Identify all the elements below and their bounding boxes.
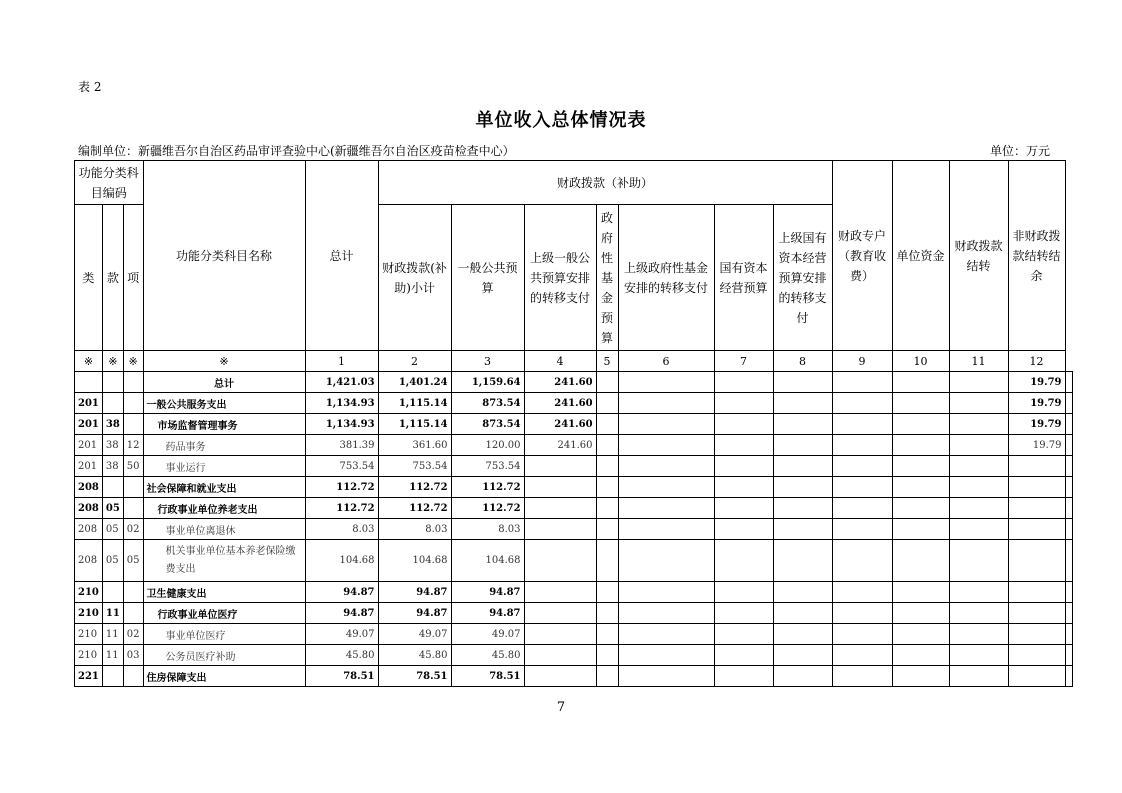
code-lei: 201	[75, 393, 103, 414]
func-name: 行政事业单位养老支出	[143, 498, 305, 519]
table-row	[75, 624, 1073, 645]
empty-cell	[832, 435, 892, 456]
upper-transfer-value	[524, 582, 596, 603]
code-xiang: 05	[123, 540, 143, 582]
total-value: 94.87	[305, 582, 378, 603]
code-kuan: 38	[102, 456, 123, 477]
total-value: 94.87	[305, 603, 378, 624]
compiling-unit: 编制单位：新疆维吾尔自治区药品审评查验中心(新疆维吾尔自治区疫苗检查中心）	[78, 144, 515, 158]
index-cell: 11	[949, 351, 1008, 372]
code-xiang: 12	[123, 435, 143, 456]
empty-cell	[773, 624, 832, 645]
code-kuan	[102, 372, 123, 393]
index-cell: ※	[102, 351, 123, 372]
code-kuan	[102, 666, 123, 687]
empty-cell	[1065, 498, 1072, 519]
empty-cell	[596, 666, 618, 687]
empty-cell	[949, 666, 1008, 687]
index-cell: 1	[305, 351, 378, 372]
table-row	[75, 435, 1073, 456]
empty-cell	[832, 645, 892, 666]
empty-cell	[618, 519, 714, 540]
empty-cell	[892, 582, 949, 603]
empty-cell	[892, 393, 949, 414]
empty-cell	[714, 582, 773, 603]
upper-transfer-value	[524, 477, 596, 498]
empty-cell	[773, 603, 832, 624]
fiscal-carry-value	[1008, 498, 1065, 519]
header-xiang: 项	[123, 205, 143, 351]
table-row	[75, 477, 1073, 498]
index-cell: ※	[143, 351, 305, 372]
fiscal-subtotal-value: 45.80	[378, 645, 451, 666]
code-kuan: 11	[102, 645, 123, 666]
func-name: 一般公共服务支出	[143, 393, 305, 414]
header-gov-fund-budget: 政府性基金预算	[596, 205, 618, 351]
empty-cell	[773, 519, 832, 540]
empty-cell	[618, 666, 714, 687]
fiscal-subtotal-value: 104.68	[378, 540, 451, 582]
func-name: 市场监督管理事务	[143, 414, 305, 435]
upper-transfer-value	[524, 666, 596, 687]
empty-cell	[892, 603, 949, 624]
header-kuan: 款	[102, 205, 123, 351]
empty-cell	[949, 393, 1008, 414]
empty-cell	[714, 477, 773, 498]
total-value: 381.39	[305, 435, 378, 456]
fiscal-carry-value: 19.79	[1008, 435, 1065, 456]
empty-cell	[832, 456, 892, 477]
table-row	[75, 414, 1073, 435]
fiscal-carry-value	[1008, 477, 1065, 498]
empty-cell	[832, 603, 892, 624]
empty-cell	[596, 624, 618, 645]
index-cell: 5	[596, 351, 618, 372]
fiscal-carry-value	[1008, 519, 1065, 540]
empty-cell	[714, 624, 773, 645]
empty-cell	[1065, 519, 1072, 540]
empty-cell	[892, 624, 949, 645]
fiscal-subtotal-value: 1,115.14	[378, 393, 451, 414]
code-kuan: 38	[102, 435, 123, 456]
empty-cell	[714, 498, 773, 519]
code-lei: 208	[75, 477, 103, 498]
empty-cell	[714, 645, 773, 666]
empty-cell	[596, 393, 618, 414]
index-cell: 4	[524, 351, 596, 372]
empty-cell	[773, 435, 832, 456]
empty-cell	[1065, 393, 1072, 414]
empty-cell	[596, 645, 618, 666]
empty-cell	[714, 435, 773, 456]
code-xiang	[123, 603, 143, 624]
empty-cell	[618, 393, 714, 414]
page-number: 7	[556, 700, 566, 715]
empty-cell	[596, 372, 618, 393]
header-func-name: 功能分类科目名称	[143, 161, 305, 351]
func-name: 事业运行	[143, 456, 305, 477]
func-name: 社会保障和就业支出	[143, 477, 305, 498]
func-name: 住房保障支出	[143, 666, 305, 687]
total-value: 8.03	[305, 519, 378, 540]
index-cell: ※	[75, 351, 103, 372]
code-kuan: 05	[102, 498, 123, 519]
empty-cell	[892, 498, 949, 519]
upper-transfer-value: 241.60	[524, 414, 596, 435]
empty-cell	[714, 540, 773, 582]
empty-cell	[596, 540, 618, 582]
index-cell: 3	[451, 351, 524, 372]
func-name: 公务员医疗补助	[143, 645, 305, 666]
code-xiang	[123, 666, 143, 687]
general-budget-value: 78.51	[451, 666, 524, 687]
empty-cell	[1065, 666, 1072, 687]
empty-cell	[773, 666, 832, 687]
empty-cell	[618, 372, 714, 393]
empty-cell	[949, 540, 1008, 582]
code-kuan	[102, 582, 123, 603]
code-lei: 201	[75, 456, 103, 477]
fiscal-carry-value	[1008, 582, 1065, 603]
total-value: 1,421.03	[305, 372, 378, 393]
empty-cell	[892, 414, 949, 435]
code-xiang: 02	[123, 624, 143, 645]
header-lei: 类	[75, 205, 103, 351]
empty-cell	[596, 456, 618, 477]
empty-cell	[618, 498, 714, 519]
code-xiang	[123, 393, 143, 414]
index-cell: 10	[892, 351, 949, 372]
fiscal-carry-value	[1008, 645, 1065, 666]
fiscal-carry-value: 19.79	[1008, 393, 1065, 414]
general-budget-value: 45.80	[451, 645, 524, 666]
empty-cell	[949, 414, 1008, 435]
code-kuan: 05	[102, 540, 123, 582]
empty-cell	[773, 393, 832, 414]
empty-cell	[892, 645, 949, 666]
empty-cell	[832, 414, 892, 435]
empty-cell	[714, 603, 773, 624]
empty-cell	[618, 645, 714, 666]
empty-cell	[618, 582, 714, 603]
header-fiscal-special: 财政专户（教育收费）	[832, 161, 892, 351]
empty-cell	[832, 624, 892, 645]
general-budget-value: 112.72	[451, 477, 524, 498]
header-upper-gov-fund-transfer: 上级政府性基金安排的转移支付	[618, 205, 714, 351]
code-lei: 210	[75, 603, 103, 624]
header-func-code: 功能分类科目编码	[75, 161, 144, 205]
empty-cell	[773, 645, 832, 666]
empty-cell	[596, 498, 618, 519]
empty-cell	[1065, 414, 1072, 435]
func-name: 行政事业单位医疗	[143, 603, 305, 624]
index-row	[75, 351, 1073, 372]
empty-cell	[714, 519, 773, 540]
empty-cell	[832, 540, 892, 582]
table-row	[75, 540, 1073, 582]
empty-cell	[949, 624, 1008, 645]
code-lei: 201	[75, 414, 103, 435]
fiscal-subtotal-value: 78.51	[378, 666, 451, 687]
empty-cell	[773, 477, 832, 498]
code-xiang	[123, 477, 143, 498]
total-value: 753.54	[305, 456, 378, 477]
code-kuan: 38	[102, 414, 123, 435]
empty-cell	[949, 603, 1008, 624]
empty-cell	[1065, 456, 1072, 477]
upper-transfer-value	[524, 498, 596, 519]
code-kuan: 11	[102, 603, 123, 624]
empty-cell	[714, 393, 773, 414]
upper-transfer-value: 241.60	[524, 372, 596, 393]
total-value: 1,134.93	[305, 393, 378, 414]
index-cell: 2	[378, 351, 451, 372]
code-xiang	[123, 498, 143, 519]
empty-cell	[832, 393, 892, 414]
empty-cell	[949, 435, 1008, 456]
empty-cell	[618, 414, 714, 435]
total-value: 112.72	[305, 498, 378, 519]
total-value: 1,134.93	[305, 414, 378, 435]
code-lei: 201	[75, 435, 103, 456]
empty-cell	[596, 582, 618, 603]
table-row	[75, 498, 1073, 519]
empty-cell	[1065, 582, 1072, 603]
code-xiang	[123, 582, 143, 603]
empty-cell	[949, 372, 1008, 393]
general-budget-value: 753.54	[451, 456, 524, 477]
empty-cell	[892, 666, 949, 687]
general-budget-value: 104.68	[451, 540, 524, 582]
empty-cell	[714, 414, 773, 435]
code-kuan	[102, 393, 123, 414]
empty-cell	[618, 477, 714, 498]
empty-cell	[596, 477, 618, 498]
index-cell: ※	[123, 351, 143, 372]
table-row	[75, 519, 1073, 540]
empty-cell	[832, 477, 892, 498]
empty-cell	[1065, 603, 1072, 624]
empty-cell	[892, 540, 949, 582]
header-total: 总计	[305, 161, 378, 351]
empty-cell	[773, 498, 832, 519]
fiscal-subtotal-value: 753.54	[378, 456, 451, 477]
empty-cell	[618, 540, 714, 582]
empty-cell	[596, 519, 618, 540]
func-name: 总计	[143, 372, 305, 393]
empty-cell	[773, 456, 832, 477]
fiscal-carry-value: 19.79	[1008, 372, 1065, 393]
empty-cell	[1065, 435, 1072, 456]
empty-cell	[949, 645, 1008, 666]
general-budget-value: 8.03	[451, 519, 524, 540]
empty-cell	[832, 372, 892, 393]
table-row	[75, 372, 1073, 393]
empty-cell	[892, 435, 949, 456]
header-fiscal-carry: 财政拨款结转	[949, 161, 1008, 351]
empty-cell	[949, 498, 1008, 519]
upper-transfer-value	[524, 456, 596, 477]
header-upper-state-capital-transfer: 上级国有资本经营预算安排的转移支付	[773, 205, 832, 351]
empty-cell	[832, 582, 892, 603]
fiscal-subtotal-value: 94.87	[378, 582, 451, 603]
code-xiang: 03	[123, 645, 143, 666]
code-xiang: 02	[123, 519, 143, 540]
fiscal-subtotal-value: 8.03	[378, 519, 451, 540]
code-lei: 210	[75, 582, 103, 603]
empty-cell	[714, 372, 773, 393]
fiscal-subtotal-value: 1,401.24	[378, 372, 451, 393]
page-title: 单位收入总体情况表	[475, 110, 647, 131]
header-fiscal-group: 财政拨款（补助）	[378, 161, 832, 205]
header-upper-general-transfer: 上级一般公共预算安排的转移支付	[524, 205, 596, 351]
code-lei: 210	[75, 645, 103, 666]
header-fiscal-subtotal: 财政拨款(补助)小计	[378, 205, 451, 351]
upper-transfer-value	[524, 624, 596, 645]
empty-cell	[773, 372, 832, 393]
upper-transfer-value: 241.60	[524, 435, 596, 456]
index-cell: 12	[1008, 351, 1065, 372]
empty-cell	[892, 372, 949, 393]
code-xiang	[123, 372, 143, 393]
code-kuan	[102, 477, 123, 498]
upper-transfer-value: 241.60	[524, 393, 596, 414]
code-xiang: 50	[123, 456, 143, 477]
upper-transfer-value	[524, 645, 596, 666]
empty-cell	[949, 477, 1008, 498]
table-row	[75, 603, 1073, 624]
empty-cell	[949, 519, 1008, 540]
fiscal-subtotal-value: 94.87	[378, 603, 451, 624]
empty-cell	[596, 435, 618, 456]
header-nonfiscal-carry: 非财政拨款结转结余	[1008, 161, 1065, 351]
func-name: 事业单位医疗	[143, 624, 305, 645]
upper-transfer-value	[524, 540, 596, 582]
table-row	[75, 645, 1073, 666]
code-lei: 221	[75, 666, 103, 687]
code-lei: 208	[75, 498, 103, 519]
fiscal-subtotal-value: 361.60	[378, 435, 451, 456]
total-value: 78.51	[305, 666, 378, 687]
empty-cell	[949, 456, 1008, 477]
empty-cell	[1065, 624, 1072, 645]
empty-cell	[832, 498, 892, 519]
index-cell: 6	[618, 351, 714, 372]
general-budget-value: 94.87	[451, 582, 524, 603]
code-kuan: 11	[102, 624, 123, 645]
index-cell: 8	[773, 351, 832, 372]
total-value: 45.80	[305, 645, 378, 666]
table-row	[75, 456, 1073, 477]
code-lei	[75, 372, 103, 393]
fiscal-carry-value	[1008, 540, 1065, 582]
table-row	[75, 393, 1073, 414]
fiscal-subtotal-value: 112.72	[378, 498, 451, 519]
code-lei: 208	[75, 540, 103, 582]
general-budget-value: 49.07	[451, 624, 524, 645]
header-state-capital-budget: 国有资本经营预算	[714, 205, 773, 351]
empty-cell	[618, 435, 714, 456]
total-value: 112.72	[305, 477, 378, 498]
empty-cell	[1065, 645, 1072, 666]
empty-cell	[714, 666, 773, 687]
code-kuan: 05	[102, 519, 123, 540]
table-row	[75, 666, 1073, 687]
total-value: 104.68	[305, 540, 378, 582]
func-name: 机关事业单位基本养老保险缴费支出	[143, 540, 305, 582]
empty-cell	[618, 624, 714, 645]
empty-cell	[949, 582, 1008, 603]
empty-cell	[596, 414, 618, 435]
fiscal-carry-value: 19.79	[1008, 414, 1065, 435]
empty-cell	[714, 456, 773, 477]
code-xiang	[123, 414, 143, 435]
header-general-budget: 一般公共预算	[451, 205, 524, 351]
fiscal-carry-value	[1008, 456, 1065, 477]
table-row	[75, 582, 1073, 603]
empty-cell	[773, 540, 832, 582]
empty-cell	[832, 666, 892, 687]
code-lei: 208	[75, 519, 103, 540]
index-cell: 7	[714, 351, 773, 372]
fiscal-subtotal-value: 49.07	[378, 624, 451, 645]
general-budget-value: 94.87	[451, 603, 524, 624]
index-cell: 9	[832, 351, 892, 372]
total-value: 49.07	[305, 624, 378, 645]
general-budget-value: 112.72	[451, 498, 524, 519]
general-budget-value: 873.54	[451, 393, 524, 414]
general-budget-value: 873.54	[451, 414, 524, 435]
empty-cell	[1065, 372, 1072, 393]
empty-cell	[618, 456, 714, 477]
empty-cell	[618, 603, 714, 624]
empty-cell	[892, 456, 949, 477]
func-name: 药品事务	[143, 435, 305, 456]
empty-cell	[892, 477, 949, 498]
fiscal-carry-value	[1008, 666, 1065, 687]
upper-transfer-value	[524, 603, 596, 624]
general-budget-value: 120.00	[451, 435, 524, 456]
general-budget-value: 1,159.64	[451, 372, 524, 393]
empty-cell	[1065, 477, 1072, 498]
fiscal-carry-value	[1008, 603, 1065, 624]
func-name: 卫生健康支出	[143, 582, 305, 603]
empty-cell	[1065, 540, 1072, 582]
fiscal-subtotal-value: 112.72	[378, 477, 451, 498]
empty-cell	[773, 582, 832, 603]
empty-cell	[773, 414, 832, 435]
table-label: 表 2	[78, 80, 102, 94]
header-unit-funds: 单位资金	[892, 161, 949, 351]
empty-cell	[596, 603, 618, 624]
fiscal-subtotal-value: 1,115.14	[378, 414, 451, 435]
code-lei: 210	[75, 624, 103, 645]
empty-cell	[892, 519, 949, 540]
fiscal-carry-value	[1008, 624, 1065, 645]
unit-measure: 单位：万元	[989, 144, 1050, 158]
func-name: 事业单位离退休	[143, 519, 305, 540]
upper-transfer-value	[524, 519, 596, 540]
empty-cell	[832, 519, 892, 540]
income-table	[74, 160, 1073, 687]
